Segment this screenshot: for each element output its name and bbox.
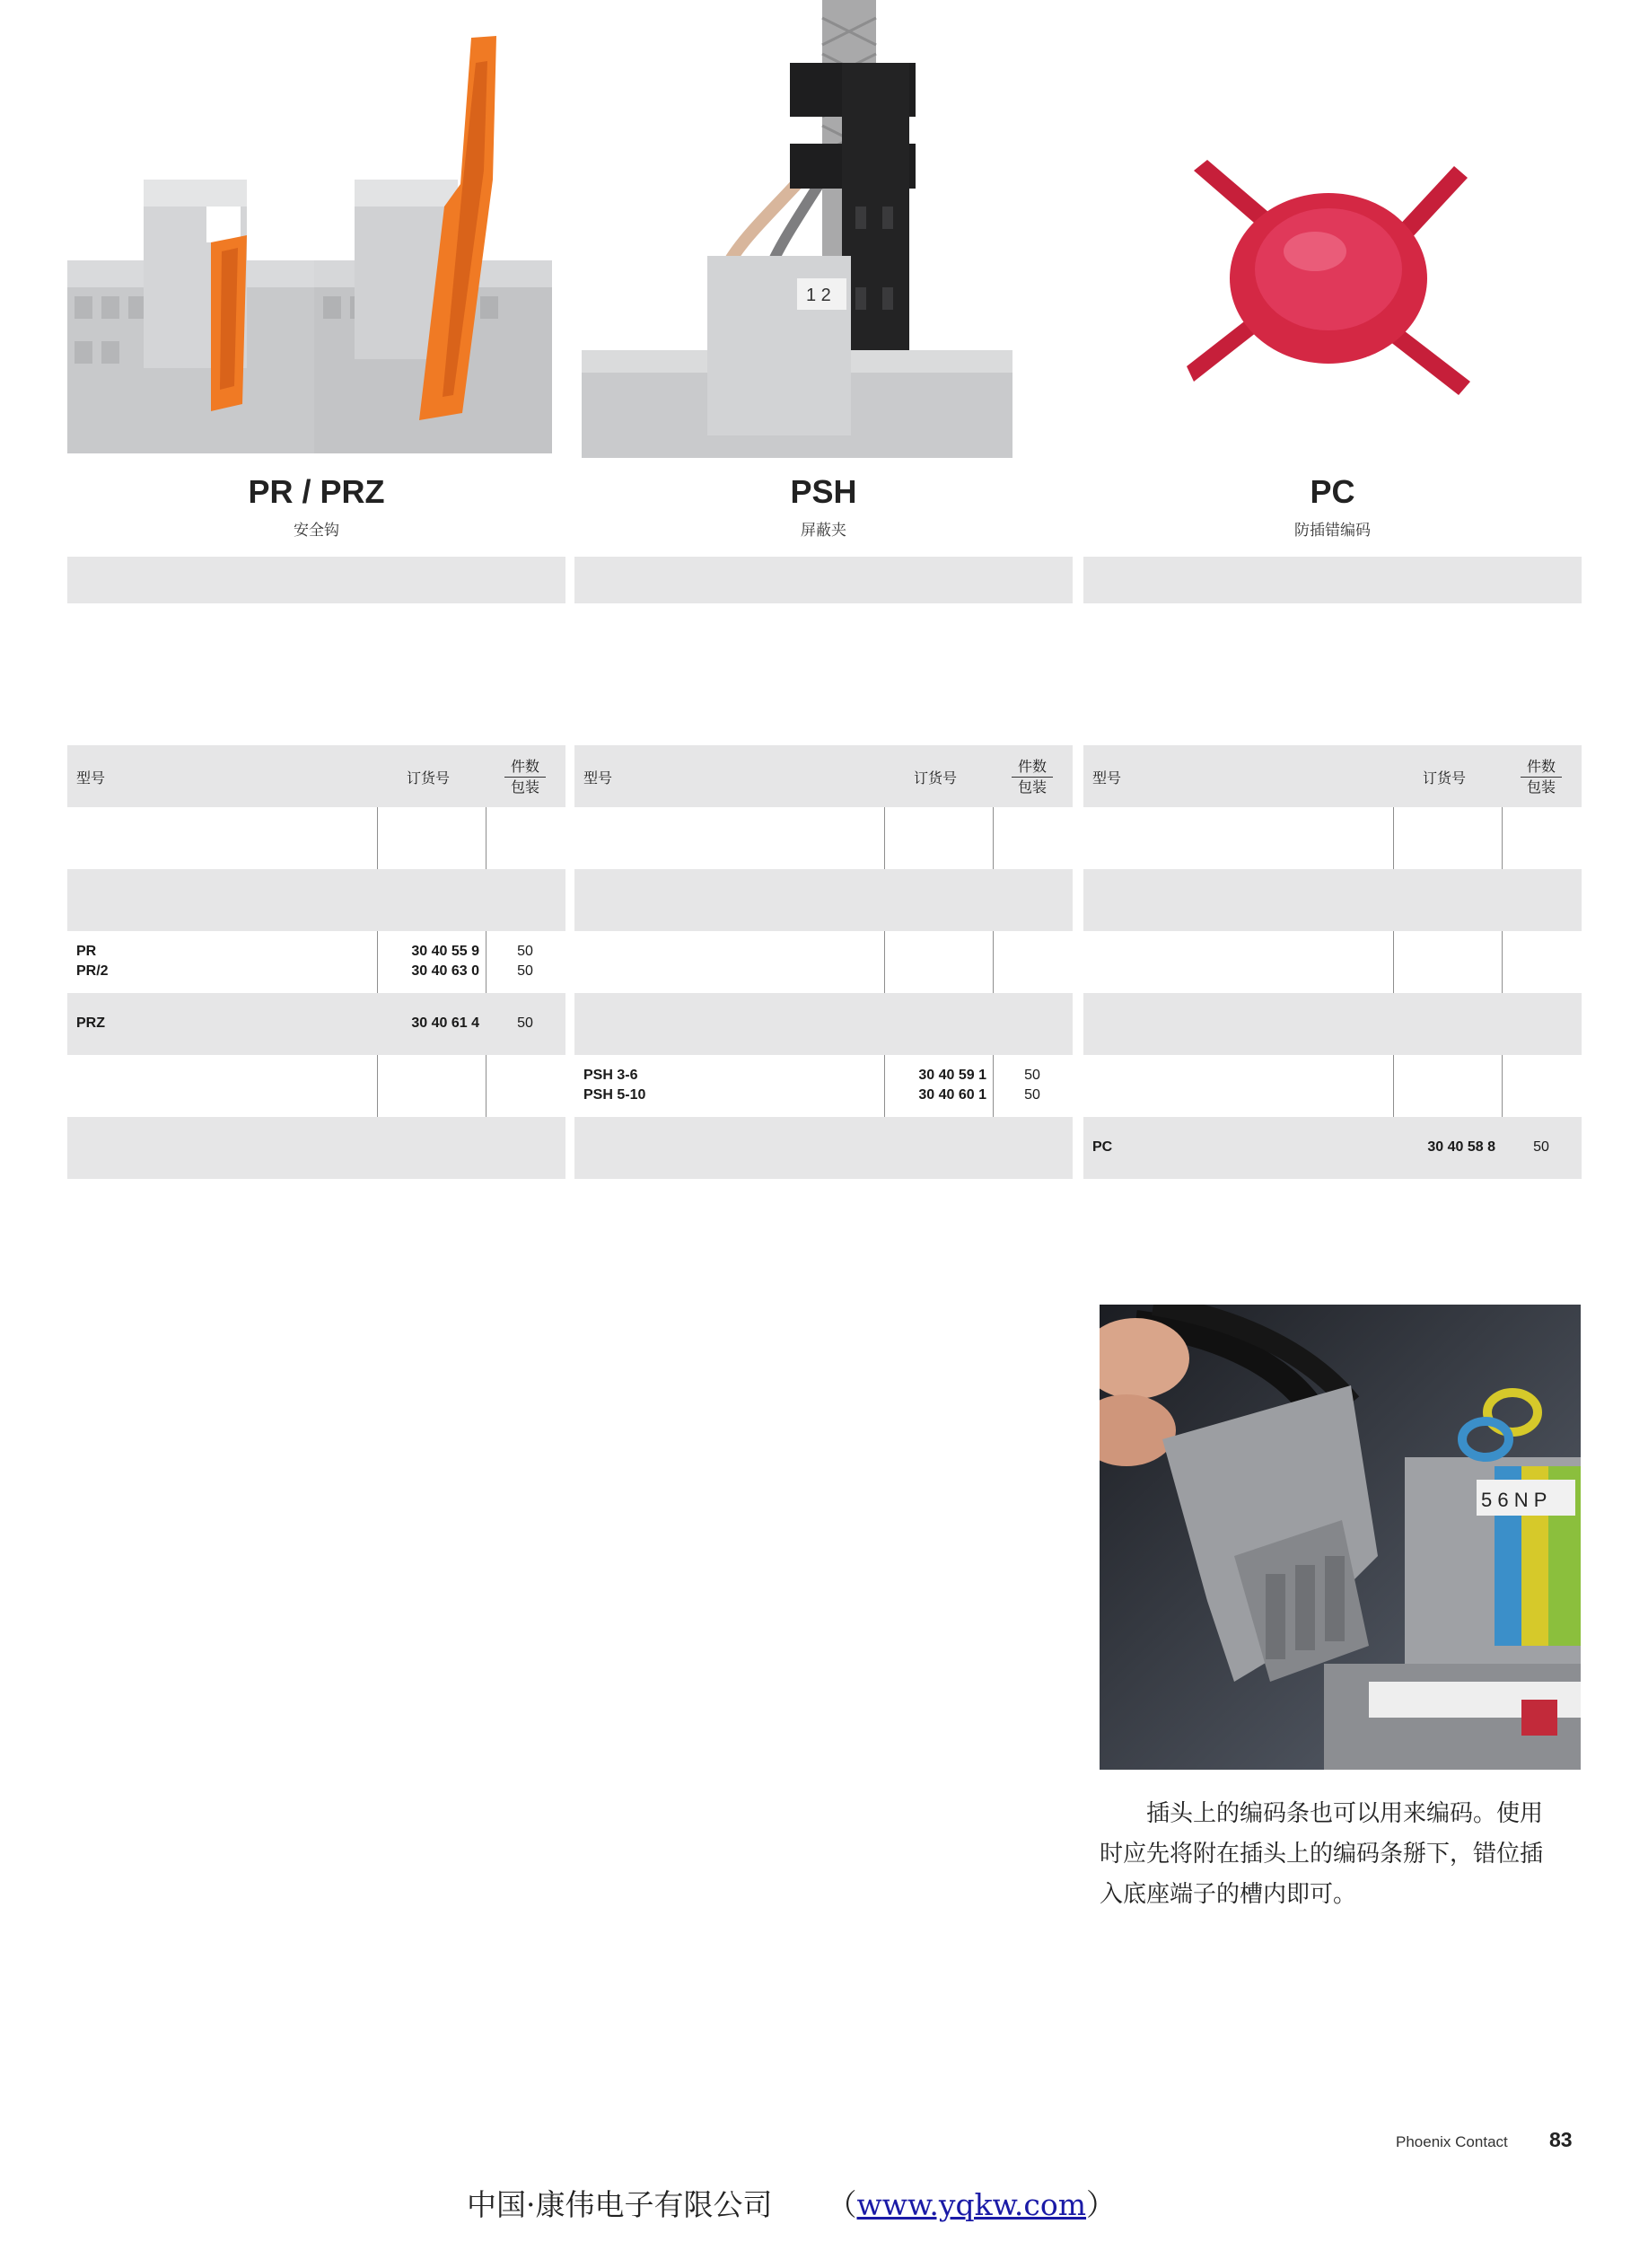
source-company: 中国·康伟电子有限公司 [467,2187,773,2222]
table-row [574,1117,1073,1179]
table-row [67,1117,565,1179]
column-divider [486,1055,487,1117]
source-line [467,2182,1185,2224]
page-number: 83 [1549,2128,1573,2151]
header-pack [504,757,546,797]
product-title-pc: PC [1310,473,1355,510]
pack-quantity: 50 [517,944,533,959]
header-pack-top: 件数 [1521,757,1562,778]
header-type: 型号 [76,769,106,787]
header-order-no: 订货号 [407,769,451,787]
table-row [67,931,565,993]
column-divider [993,1055,994,1117]
type-code: PSH 3-6 [583,1068,638,1083]
table-row [1083,1117,1582,1179]
type-code: PR/2 [76,963,109,979]
table-header-row [574,745,1073,807]
source-url-link[interactable]: www.yqkw.com [856,2187,1087,2222]
coding-plug-photo [1100,1305,1581,1770]
column-divider [1393,931,1394,993]
table-row [574,869,1073,931]
table-row [67,807,565,869]
table-row [574,993,1073,1055]
product-subtitle-pr-prz: 安全钩 [294,522,339,540]
table-header-row [1083,745,1582,807]
table-header-row [67,745,565,807]
table-row [67,869,565,931]
product-subtitle-pc: 防插错编码 [1294,522,1371,540]
psh-photo [582,0,1012,458]
order-number: 30 40 60 1 [918,1087,986,1103]
type-code: PRZ [76,1015,105,1031]
pc-photo [1185,153,1472,404]
column-divider [377,1055,378,1117]
column-divider [486,807,487,869]
order-number: 30 40 63 0 [411,963,479,979]
coding-note-line: 插头上的编码条也可以用来编码。使用 [1100,1800,1544,1827]
type-code: PC [1092,1139,1113,1155]
header-type: 型号 [583,769,613,787]
svg-text:5 6 N P: 5 6 N P [1481,1489,1547,1511]
table-row [574,1055,1073,1117]
pack-quantity: 50 [517,1015,533,1031]
product-subtitle-psh: 屏蔽夹 [801,522,846,540]
column-divider [1393,1055,1394,1117]
column-divider [1502,1055,1503,1117]
source-paren-close: ） [1086,2187,1117,2222]
column-divider [377,807,378,869]
column-divider [884,807,885,869]
pack-quantity: 50 [1533,1139,1549,1155]
column-divider [884,931,885,993]
order-number: 30 40 58 8 [1427,1139,1495,1155]
table-row [1083,807,1582,869]
table-row [1083,931,1582,993]
order-number: 30 40 61 4 [411,1015,479,1031]
coding-note-line: 入底座端子的槽内即可。 [1100,1881,1357,1908]
column-divider [486,931,487,993]
column-divider [1393,807,1394,869]
type-code: PR [76,944,97,959]
table-row [67,993,565,1055]
table-row [574,931,1073,993]
table-row [574,807,1073,869]
header-pack-bottom: 包装 [1526,778,1556,796]
pack-quantity: 50 [1024,1068,1040,1083]
column-divider [993,807,994,869]
product-title-pr-prz: PR / PRZ [248,473,385,510]
svg-text:1 2: 1 2 [806,286,831,305]
pack-quantity: 50 [1024,1087,1040,1103]
order-number: 30 40 55 9 [411,944,479,959]
header-type: 型号 [1092,769,1122,787]
header-pack-bottom: 包装 [1017,778,1047,796]
pr-prz-photo [67,27,552,453]
table-row [1083,1055,1582,1117]
coding-note-line: 时应先将附在插头上的编码条掰下，错位插 [1100,1841,1544,1868]
table-row [67,1055,565,1117]
type-code: PSH 5-10 [583,1087,646,1103]
column-divider [1502,807,1503,869]
pack-quantity: 50 [517,963,533,979]
spec-bar [67,557,565,603]
header-pack [1521,757,1562,797]
column-divider [993,931,994,993]
header-order-no: 订货号 [914,769,958,787]
table-row [1083,869,1582,931]
header-order-no: 订货号 [1423,769,1467,787]
spec-bar [1083,557,1582,603]
header-pack-top: 件数 [1012,757,1053,778]
coding-note [1100,1794,1584,1915]
header-pack-bottom: 包装 [510,778,539,796]
table-row [1083,993,1582,1055]
order-number: 30 40 59 1 [918,1068,986,1083]
spec-bar [574,557,1073,603]
footer-brand: Phoenix Contact [1396,2133,1508,2150]
header-pack [1012,757,1053,797]
header-pack-top: 件数 [504,757,546,778]
product-title-psh: PSH [790,473,857,510]
source-paren-open: （ [827,2187,857,2222]
column-divider [1502,931,1503,993]
